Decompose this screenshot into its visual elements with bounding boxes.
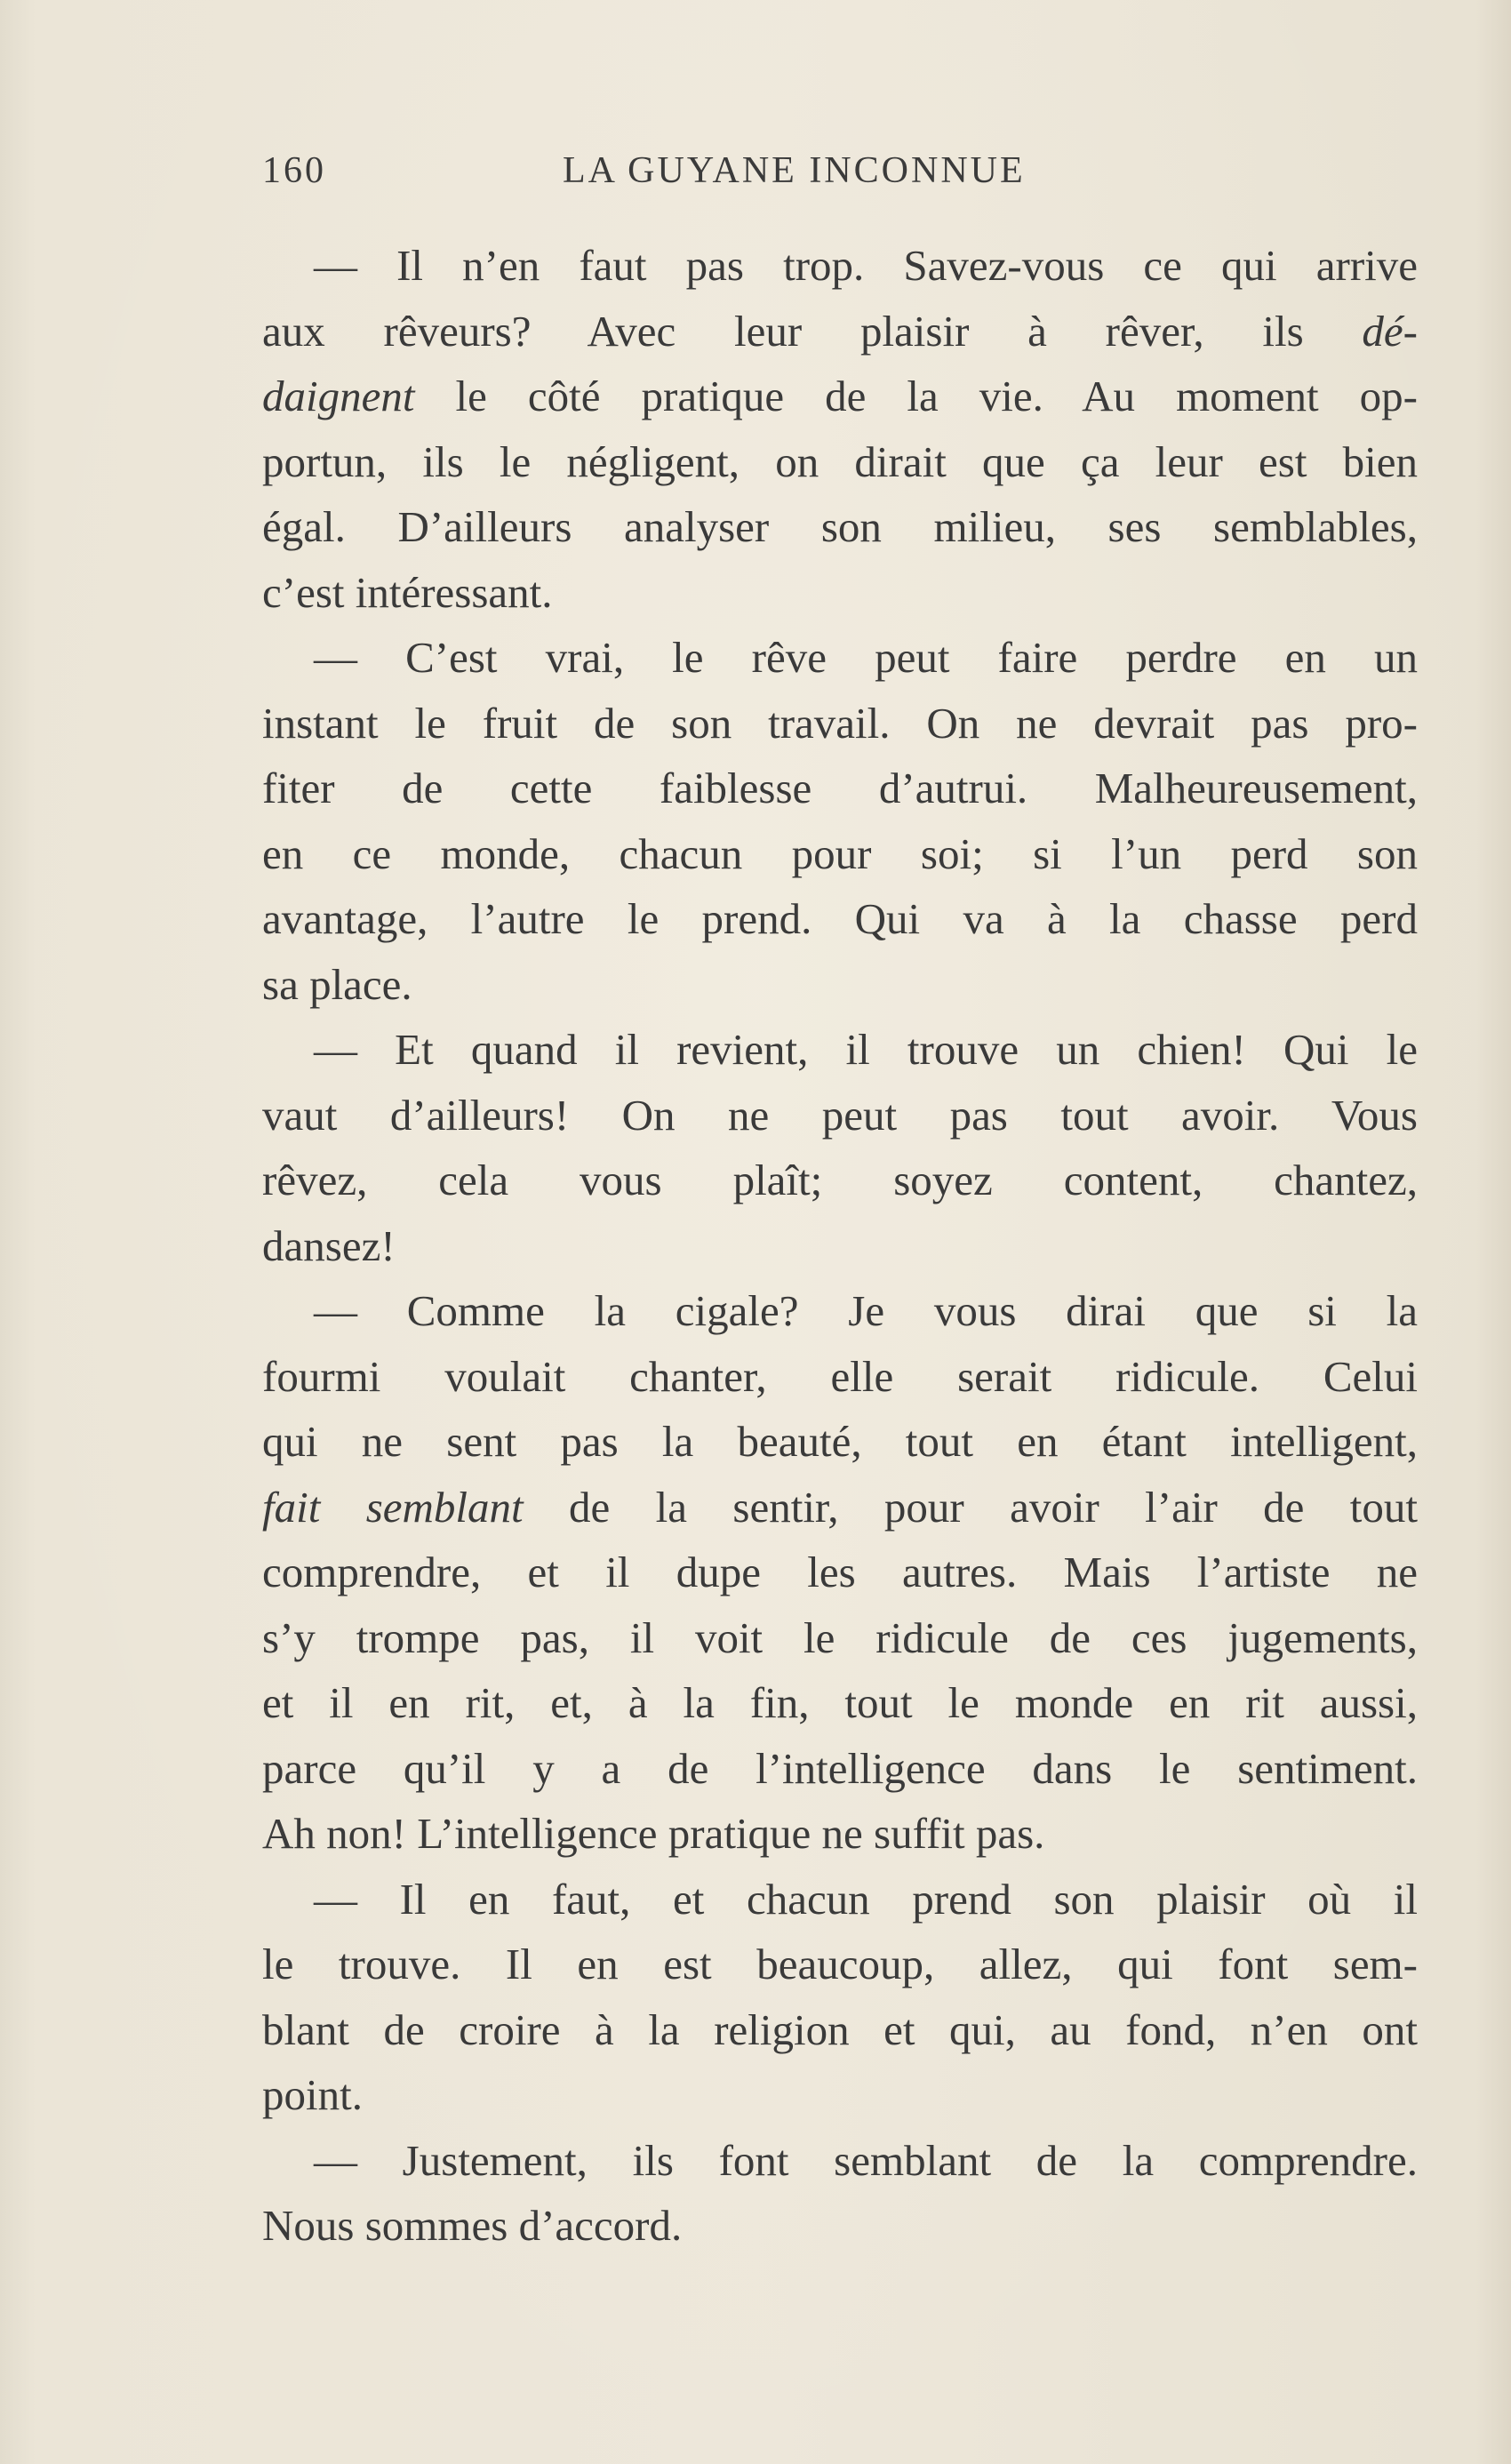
text-line: avantage, l’autre le prend. Qui va à la chasse perd <box>262 894 1418 943</box>
italic-text: fait semblant <box>262 1482 524 1532</box>
italic-text: daignent <box>262 372 415 420</box>
text-line: — Il n’en faut pas trop. Savez-vous ce qui arrive <box>314 241 1418 290</box>
text-line: fourmi voulait chanter, elle serait ridicule. Celui <box>262 1351 1418 1401</box>
text-line: portun, ils le négligent, on dirait que ça leur est bien <box>262 436 1418 486</box>
page-number: 160 <box>262 150 326 191</box>
text-line: le trouve. Il en est beaucoup, allez, qui font sem- <box>262 1940 1418 1988</box>
page-header <box>262 149 1124 203</box>
text-line: vaut d’ailleurs! On ne peut pas tout avoir. Vous <box>262 1090 1418 1140</box>
text-line: blant de croire à la religion et qui, au fond, n’en ont <box>262 2004 1418 2054</box>
running-title: LA GUYANE INCONNUE <box>563 150 1026 191</box>
text-line: en ce monde, chacun pour soi; si l’un perd son <box>262 828 1418 878</box>
text-line: dansez! <box>262 1220 396 1270</box>
text-line: sa place. <box>262 959 412 1009</box>
text-line: parce qu’il y a de l’intelligence dans le sentiment. <box>262 1743 1418 1793</box>
text-line: — Et quand il revient, il trouve un chien! Qui le <box>314 1025 1418 1074</box>
text-line: et il en rit, et, à la fin, tout le monde en rit aussi, <box>262 1678 1418 1727</box>
text-line: aux rêveurs? Avec leur plaisir à rêver, ils dé- <box>262 306 1418 356</box>
text-line: égal. D’ailleurs analyser son milieu, ses semblables, <box>262 502 1418 551</box>
text-line: — Justement, ils font semblant de la comprendre. <box>314 2135 1418 2185</box>
text-line: daignent le côté pratique de la vie. Au moment op- <box>262 372 1418 420</box>
text-line: rêvez, cela vous plaît; soyez content, chantez, <box>262 1156 1418 1204</box>
text-line: point. <box>262 2070 363 2119</box>
text-line: — Comme la cigale? Je vous dirai que si la <box>314 1286 1418 1335</box>
text-line: c’est intéressant. <box>262 567 553 617</box>
body-text <box>262 233 1418 2259</box>
text-line: Ah non! L’intelligence pratique ne suffit pas. <box>262 1809 1045 1858</box>
text-line: qui ne sent pas la beauté, tout en étant intelligent, <box>262 1417 1418 1466</box>
text-line: fait semblant de la sentir, pour avoir l’air de tout <box>262 1482 1418 1532</box>
text-line: — Il en faut, et chacun prend son plaisir où il <box>314 1874 1418 1924</box>
text-line: comprendre, et il dupe les autres. Mais l’artiste ne <box>262 1548 1418 1596</box>
text-line: — C’est vrai, le rêve peut faire perdre en un <box>314 633 1418 682</box>
text-line: fiter de cette faiblesse d’autrui. Malheureusement, <box>262 764 1418 812</box>
italic-text: dé- <box>1362 306 1418 356</box>
text-line: Nous sommes d’accord. <box>262 2201 683 2250</box>
text-line: s’y trompe pas, il voit le ridicule de ces jugements, <box>262 1612 1418 1662</box>
text-line: instant le fruit de son travail. On ne devrait pas pro- <box>262 698 1418 748</box>
